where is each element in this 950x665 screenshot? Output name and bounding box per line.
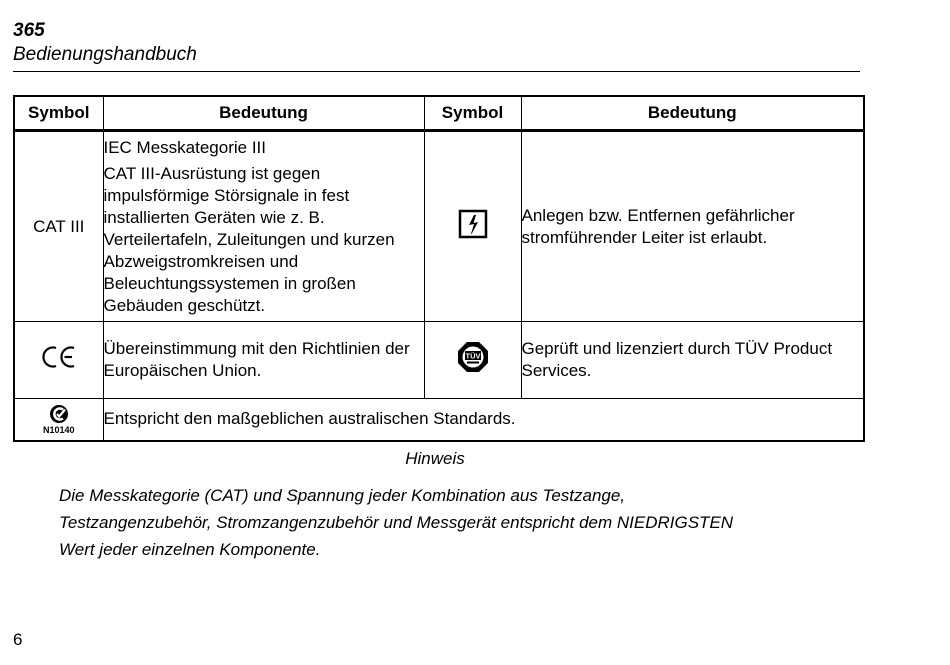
tuv-mark-icon	[457, 341, 489, 379]
meaning-text: Geprüft und lizenziert durch TÜV Product Services.	[521, 322, 864, 399]
note-text: Die Messkategorie (CAT) und Spannung jeder Kombination aus Testzange, Testzangenzubehör, Stromzangenzubehör und Messgerät entspricht dem NIEDRIGSTEN Wert jeder einzelnen Komponente.	[59, 486, 734, 559]
svg-text:TÜV: TÜV	[465, 351, 480, 361]
c-tick-icon	[43, 404, 75, 435]
header-rule	[13, 71, 860, 72]
meaning-text: CAT III-Ausrüstung ist gegen impulsförmige Störsignale in fest installierten Geräten wie z. B. Verteilertafeln, Zuleitungen und kurzen Abzweigstromkreisen und Beleuchtungssystemen in großen Gebäuden geschützt.	[103, 163, 395, 315]
meaning-text: Anlegen bzw. Entfernen gefährlicher stromführender Leiter ist erlaubt.	[521, 131, 864, 322]
c-tick-code: N10140	[42, 424, 75, 435]
meaning-text: Übereinstimmung mit den Richtlinien der Europäischen Union.	[103, 322, 424, 399]
column-header-symbol: Symbol	[14, 96, 103, 131]
column-header-symbol-2: Symbol	[424, 96, 521, 131]
symbol-cell	[424, 131, 521, 322]
table-header-row	[14, 96, 864, 131]
note-heading: Hinweis	[405, 449, 465, 468]
table-row	[14, 131, 864, 322]
hazardous-live-conductor-icon	[458, 209, 488, 245]
document-title: Bedienungshandbuch	[13, 44, 197, 65]
symbol-cell	[14, 399, 103, 441]
document-model: 365	[13, 20, 45, 41]
column-header-meaning-2: Bedeutung	[521, 96, 864, 131]
symbol-cell	[14, 322, 103, 399]
table-row	[14, 322, 864, 399]
page-number: 6	[13, 630, 23, 649]
column-header-meaning: Bedeutung	[103, 96, 424, 131]
meaning-title: IEC Messkategorie III	[103, 137, 267, 157]
ce-mark-icon	[41, 345, 77, 375]
symbol-cat-iii: CAT III	[14, 131, 103, 322]
symbol-cell	[424, 322, 521, 399]
table-row	[14, 399, 864, 441]
meaning-cell	[103, 131, 424, 322]
meaning-text: Entspricht den maßgeblichen australischen Standards.	[103, 399, 864, 441]
symbol-table	[13, 95, 865, 442]
